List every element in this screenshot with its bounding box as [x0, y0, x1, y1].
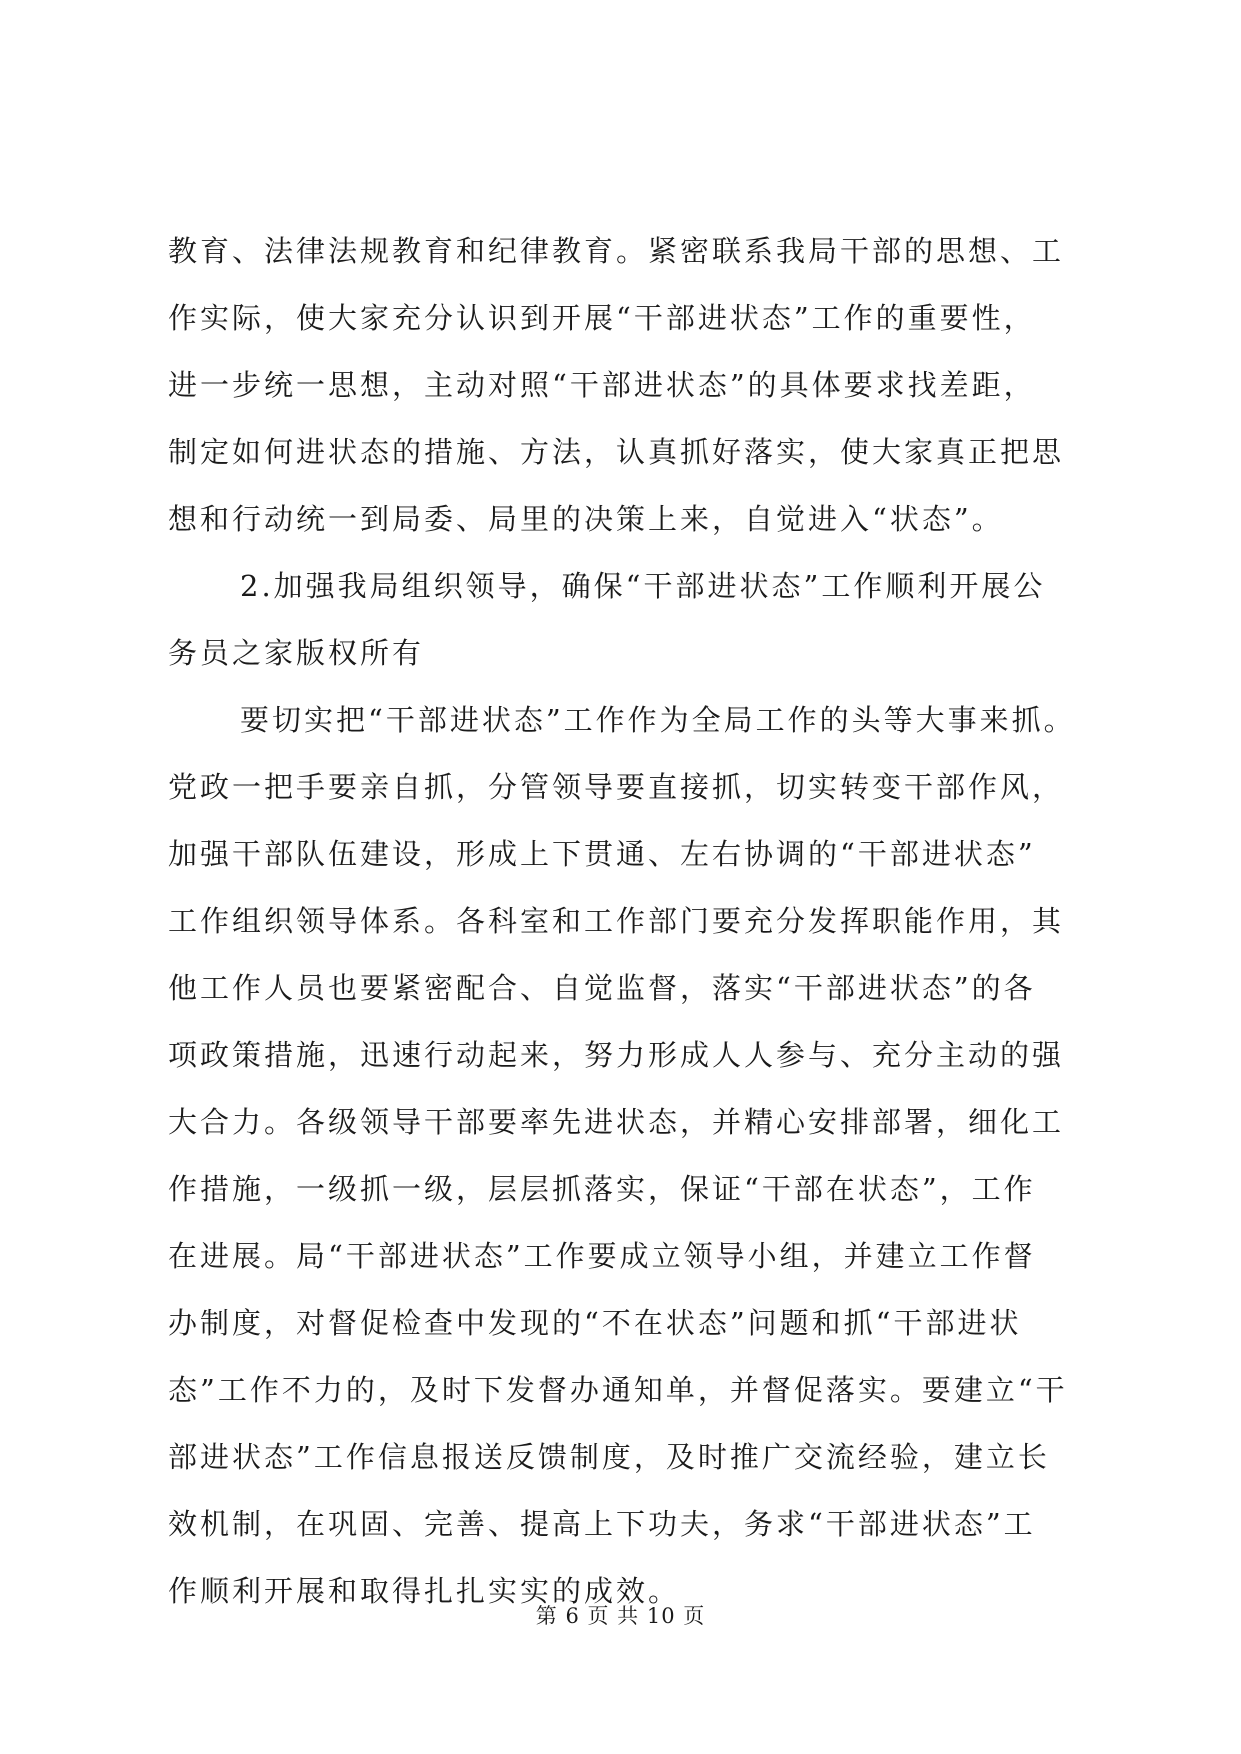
text-line: 进一步统一思想，主动对照“干部进状态”的具体要求找差距，: [168, 368, 1036, 402]
text-line: 态”工作不力的，及时下发督办通知单，并督促落实。要建立“干: [168, 1373, 1068, 1407]
text-line: 大合力。各级领导干部要率先进状态，并精心安排部署，细化工: [168, 1105, 1065, 1139]
paragraph-first-line: 要切实把“干部进状态”工作作为全局工作的头等大事来抓。: [240, 703, 1076, 737]
page-number-footer: 第 6 页 共 10 页: [535, 1604, 706, 1628]
section-heading-line: 务员之家版权所有: [168, 636, 425, 670]
text-line: 制定如何进状态的措施、方法，认真抓好落实，使大家真正把思: [168, 435, 1065, 469]
text-line: 效机制，在巩固、完善、提高上下功夫，务求“干部进状态”工: [168, 1507, 1036, 1541]
text-line: 他工作人员也要紧密配合、自觉监督，落实“干部进状态”的各: [168, 971, 1036, 1005]
text-line: 作措施，一级抓一级，层层抓落实，保证“干部在状态”，工作: [168, 1172, 1036, 1206]
text-line: 教育、法律法规教育和纪律教育。紧密联系我局干部的思想、工: [168, 234, 1065, 268]
text-line: 想和行动统一到局委、局里的决策上来，自觉进入“状态”。: [168, 502, 1004, 536]
text-line: 在进展。局“干部进状态”工作要成立领导小组，并建立工作督: [168, 1239, 1036, 1273]
text-line: 部进状态”工作信息报送反馈制度，及时推广交流经验，建立长: [168, 1440, 1050, 1474]
text-line: 党政一把手要亲自抓，分管领导要直接抓，切实转变干部作风，: [168, 770, 1065, 804]
text-line: 作实际，使大家充分认识到开展“干部进状态”工作的重要性，: [168, 301, 1036, 335]
text-line: 项政策措施，迅速行动起来，努力形成人人参与、充分主动的强: [168, 1038, 1065, 1072]
text-line: 加强干部队伍建设，形成上下贯通、左右协调的“干部进状态”: [168, 837, 1036, 871]
text-line: 作顺利开展和取得扎扎实实的成效。: [168, 1574, 681, 1608]
section-heading-line: 2.加强我局组织领导，确保“干部进状态”工作顺利开展公: [240, 569, 1046, 603]
text-line: 工作组织领导体系。各科室和工作部门要充分发挥职能作用，其: [168, 904, 1065, 938]
text-line: 办制度，对督促检查中发现的“不在状态”问题和抓“干部进状: [168, 1306, 1022, 1340]
document-body: [168, 222, 1088, 1620]
